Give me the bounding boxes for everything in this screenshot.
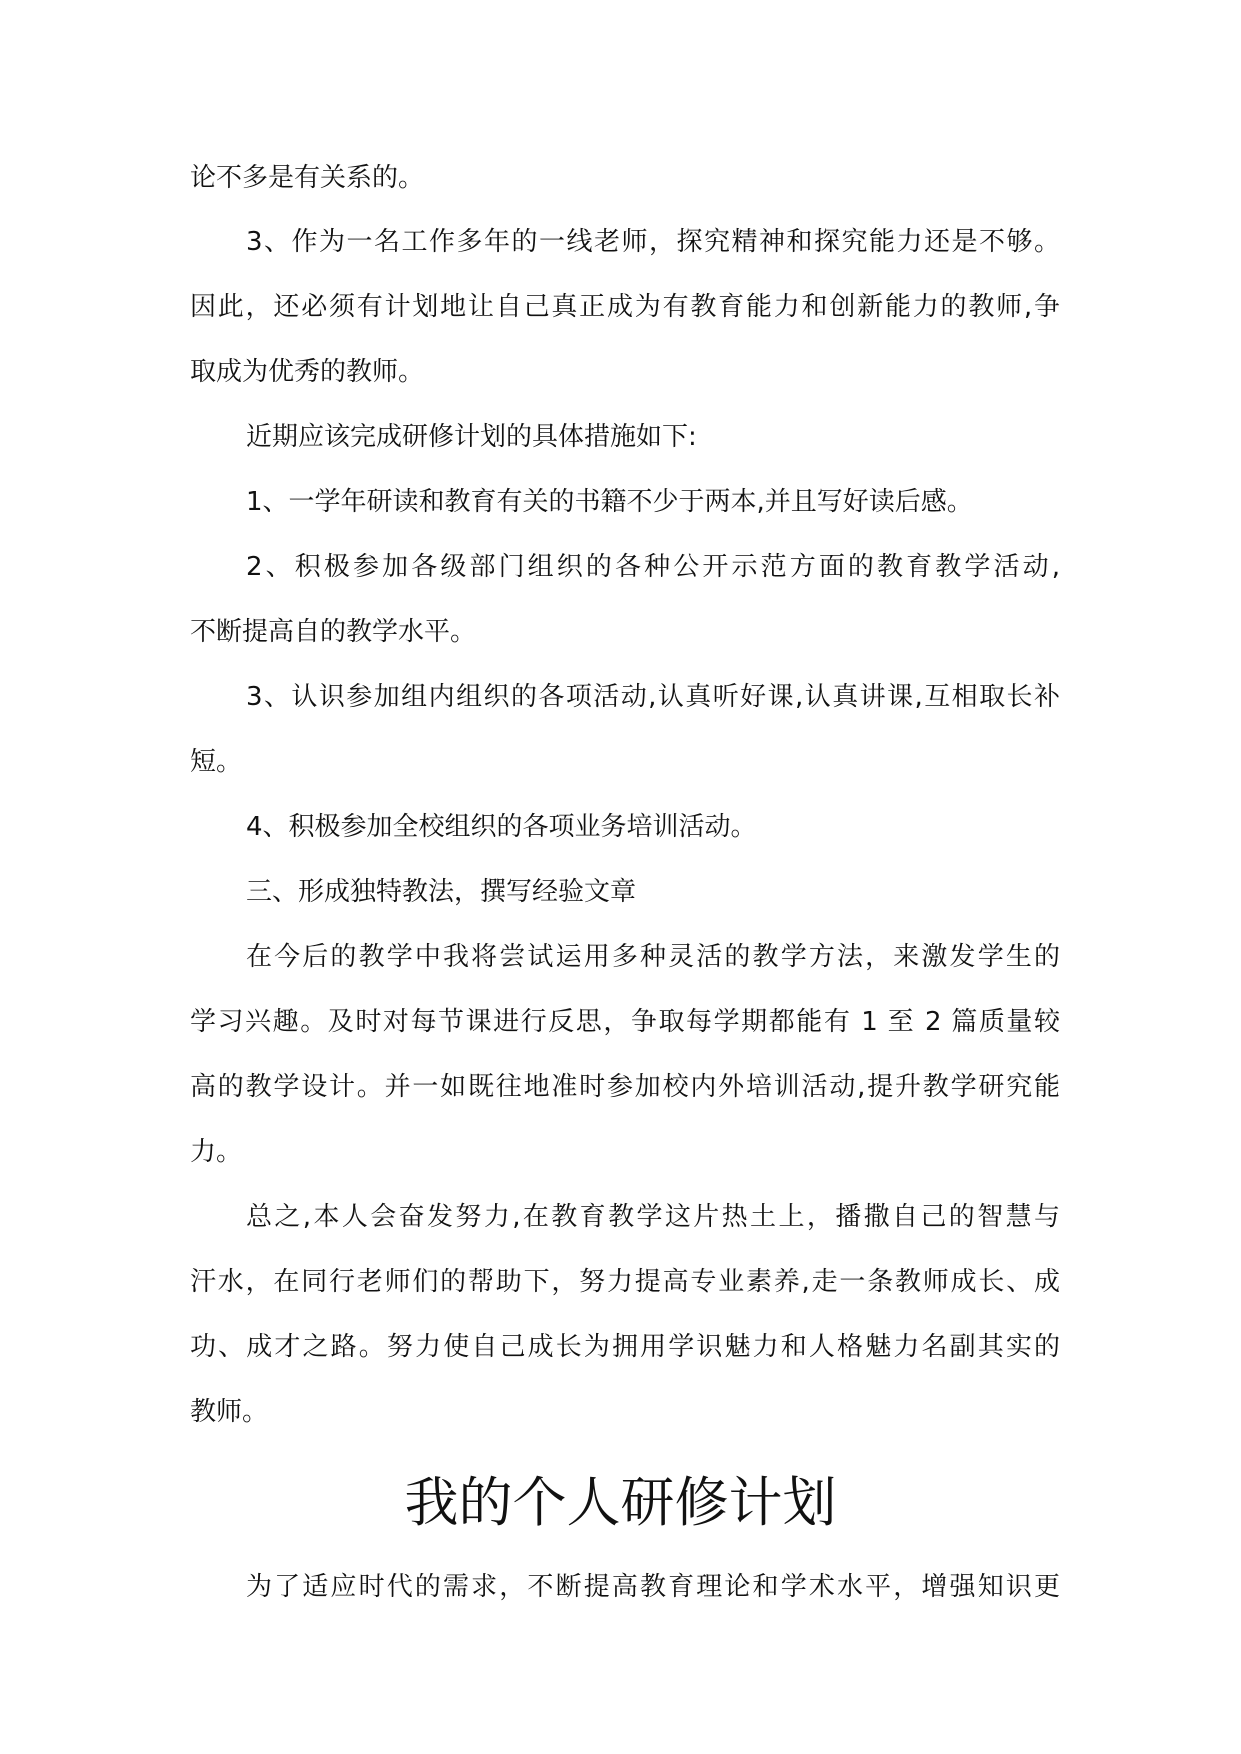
- text-line: 近期应该完成研修计划的具体措施如下:: [246, 422, 697, 452]
- text-line: 功、成才之路。努力使自己成长为拥用学识魅力和人格魅力名副其实的: [190, 1332, 1060, 1362]
- page-title: 我的个人研修计划: [404, 1471, 837, 1534]
- text-line: 3、认识参加组内组织的各项活动,认真听好课,认真讲课,互相取长补: [246, 682, 1060, 712]
- text-line: 取成为优秀的教师。: [190, 357, 425, 387]
- section-heading: 三、形成独特教法，撰写经验文章: [246, 877, 637, 907]
- text-line: 教师。: [190, 1397, 269, 1427]
- text-line: 4、积极参加全校组织的各项业务培训活动。: [246, 812, 757, 842]
- text-line: 不断提高自的教学水平。: [190, 617, 477, 647]
- text-line: 高的教学设计。并一如既往地准时参加校内外培训活动,提升教学研究能: [190, 1072, 1060, 1102]
- text-line: 在今后的教学中我将尝试运用多种灵活的教学方法，来激发学生的: [246, 942, 1060, 972]
- text-line: 总之,本人会奋发努力,在教育教学这片热土上，播撒自己的智慧与: [246, 1202, 1060, 1232]
- text-line: 论不多是有关系的。: [190, 163, 425, 193]
- text-line: 力。: [190, 1137, 243, 1167]
- text-line: 2、积极参加各级部门组织的各种公开示范方面的教育教学活动,: [246, 552, 1060, 582]
- text-line: 汗水，在同行老师们的帮助下，努力提高专业素养,走一条教师成长、成: [190, 1267, 1060, 1297]
- text-line: 3、作为一名工作多年的一线老师，探究精神和探究能力还是不够。: [246, 227, 1060, 257]
- text-line: 学习兴趣。及时对每节课进行反思，争取每学期都能有 1 至 2 篇质量较: [190, 1007, 1060, 1037]
- text-line: 1、一学年研读和教育有关的书籍不少于两本,并且写好读后感。: [246, 487, 973, 517]
- text-line: 因此，还必须有计划地让自己真正成为有教育能力和创新能力的教师,争: [190, 292, 1060, 322]
- text-line: 短。: [190, 747, 243, 777]
- text-line: 为了适应时代的需求，不断提高教育理论和学术水平，增强知识更: [246, 1572, 1060, 1602]
